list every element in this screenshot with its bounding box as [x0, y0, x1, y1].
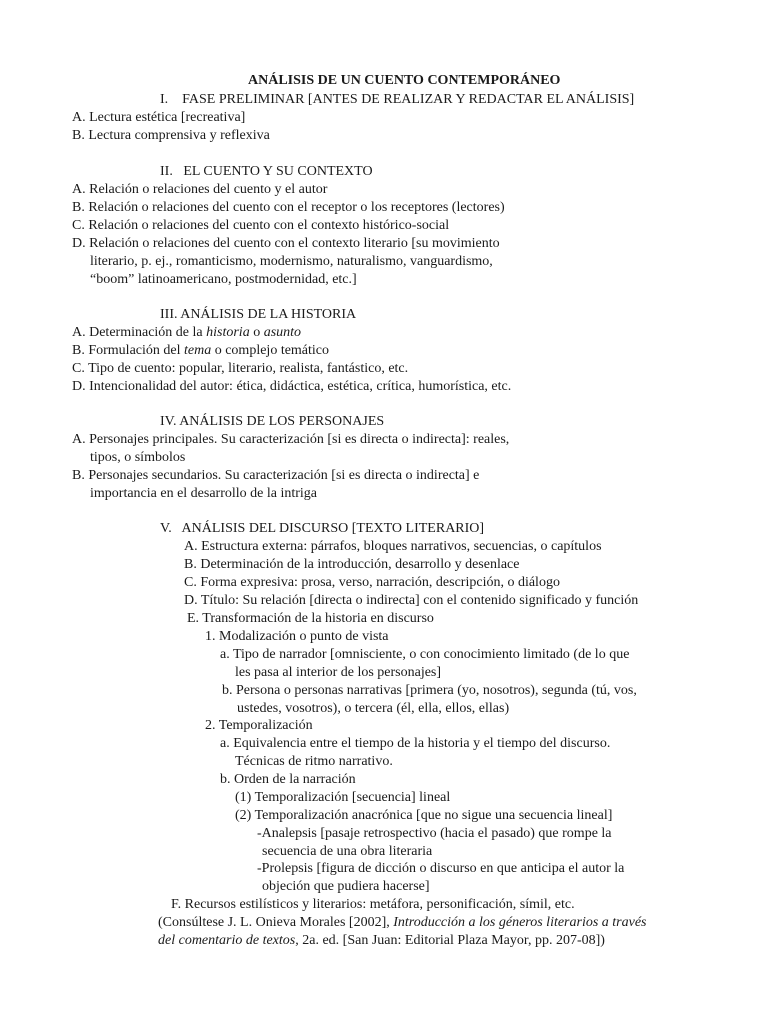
- section-5-item-a: A. Estructura externa: párrafos, bloques narrativos, secuencias, o capítulos: [184, 539, 602, 554]
- section-5-item-c: C. Forma expresiva: prosa, verso, narración, descripción, o diálogo: [184, 575, 560, 590]
- section-2-item-d-line-2: literario, p. ej., romanticismo, modernismo, naturalismo, vanguardismo,: [90, 254, 493, 269]
- section-2-item-d-line-1: D. Relación o relaciones del cuento con el contexto literario [su movimiento: [72, 236, 500, 251]
- prolepsis-line-1: -Prolepsis [figura de dicción o discurso en que anticipa el autor la: [257, 861, 625, 876]
- section-5-item-e-1: 1. Modalización o punto de vista: [205, 629, 389, 644]
- section-5-item-e-2-b: b. Orden de la narración: [220, 772, 356, 787]
- section-4-item-b-line-1: B. Personajes secundarios. Su caracterización [si es directa o indirecta] e: [72, 468, 480, 483]
- section-5-heading: V. ANÁLISIS DEL DISCURSO [TEXTO LITERARIO]: [160, 521, 485, 536]
- section-5-item-e-2-b-2: (2) Temporalización anacrónica [que no sigue una secuencia lineal]: [235, 808, 613, 823]
- section-5-item-e-1-a-line-2: les pasa al interior de los personajes]: [235, 665, 442, 680]
- section-3-item-d: D. Intencionalidad del autor: ética, didáctica, estética, crítica, humorística, etc.: [72, 379, 512, 394]
- section-5-item-e-2: 2. Temporalización: [205, 718, 313, 733]
- section-5-item-e: E. Transformación de la historia en discurso: [187, 611, 434, 626]
- section-5-item-e-2-b-1: (1) Temporalización [secuencia] lineal: [235, 790, 451, 805]
- section-2-item-d-line-3: “boom” latinoamericano, postmodernidad, etc.]: [90, 272, 357, 287]
- section-3-heading: III. ANÁLISIS DE LA HISTORIA: [160, 307, 357, 322]
- section-2-item-a: A. Relación o relaciones del cuento y el autor: [72, 182, 328, 197]
- prolepsis-line-2: objeción que pudiera hacerse]: [262, 879, 430, 894]
- section-3-item-a: A. Determinación de la historia o asunto: [72, 325, 302, 340]
- section-4-item-a-line-1: A. Personajes principales. Su caracterización [si es directa o indirecta]: reales,: [72, 432, 510, 447]
- section-3-item-b: B. Formulación del tema o complejo temático: [72, 343, 330, 358]
- section-1-item-b: B. Lectura comprensiva y reflexiva: [72, 128, 270, 143]
- section-5-item-e-2-a-line-2: Técnicas de ritmo narrativo.: [235, 754, 393, 769]
- section-5-item-e-1-b-line-2: ustedes, vosotros), o tercera (él, ella, ellos, ellas): [237, 701, 510, 716]
- section-2-heading: II. EL CUENTO Y SU CONTEXTO: [160, 164, 373, 179]
- section-5-item-d: D. Título: Su relación [directa o indirecta] con el contenido significado y función: [184, 593, 639, 608]
- section-2-item-c: C. Relación o relaciones del cuento con el contexto histórico-social: [72, 218, 450, 233]
- section-5-item-e-1-a-line-1: a. Tipo de narrador [omnisciente, o con conocimiento limitado (de lo que: [220, 647, 630, 662]
- section-3-item-c: C. Tipo de cuento: popular, literario, realista, fantástico, etc.: [72, 361, 409, 376]
- section-4-item-a-line-2: tipos, o símbolos: [90, 450, 186, 465]
- section-5-item-e-1-b-line-1: b. Persona o personas narrativas [primera (yo, nosotros), segunda (tú, vos,: [222, 683, 637, 698]
- section-5-item-b: B. Determinación de la introducción, desarrollo y desenlace: [184, 557, 520, 572]
- section-5-item-e-2-a-line-1: a. Equivalencia entre el tiempo de la historia y el tiempo del discurso.: [220, 736, 611, 751]
- reference-line-1: (Consúltese J. L. Onieva Morales [2002], Introducción a los géneros literarios a través: [158, 915, 647, 930]
- section-4-heading: IV. ANÁLISIS DE LOS PERSONAJES: [160, 414, 385, 429]
- section-1-item-a: A. Lectura estética [recreativa]: [72, 110, 246, 125]
- section-4-item-b-line-2: importancia en el desarrollo de la intriga: [90, 486, 318, 501]
- section-5-item-f: F. Recursos estilísticos y literarios: metáfora, personificación, símil, etc.: [171, 897, 575, 912]
- analepsis-line-2: secuencia de una obra literaria: [262, 844, 433, 859]
- reference-line-2: del comentario de textos, 2a. ed. [San Juan: Editorial Plaza Mayor, pp. 207-08]): [158, 933, 605, 948]
- section-1-heading: I. FASE PRELIMINAR [ANTES DE REALIZAR Y REDACTAR EL ANÁLISIS]: [160, 92, 635, 107]
- analepsis-line-1: -Analepsis [pasaje retrospectivo (hacia el pasado) que rompe la: [257, 826, 612, 841]
- document-title: ANÁLISIS DE UN CUENTO CONTEMPORÁNEO: [248, 73, 561, 88]
- section-2-item-b: B. Relación o relaciones del cuento con el receptor o los receptores (lectores): [72, 200, 505, 215]
